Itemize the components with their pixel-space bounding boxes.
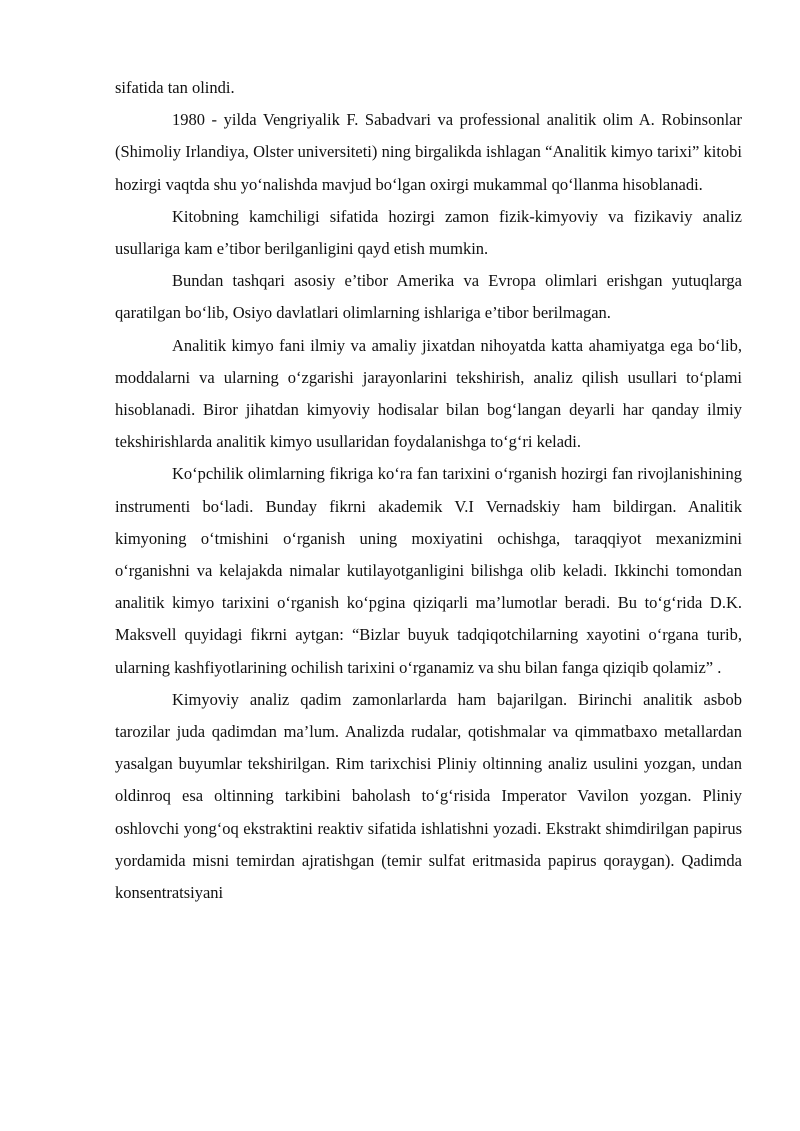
paragraph: Kitobning kamchiligi sifatida hozirgi zamon fizik-kimyoviy va fizikaviy analiz usullariga kam e’tibor berilganligini qayd etish mumkin. bbox=[115, 206, 742, 259]
paragraph: 1980 - yilda Vengriyalik F. Sabadvari va professional analitik olim A. Robinsonlar (Shimoliy Irlandiya, Olster universiteti) ning birgalikda ishlagan “Analitik kimyo tarixi” kitobi hozirgi vaqtda shu yo‘nalishda mavjud bo‘lgan oxirgi mukammal qo‘llanma hisoblanadi. bbox=[115, 110, 742, 194]
document-page bbox=[115, 72, 742, 909]
paragraph: Analitik kimyo fani ilmiy va amaliy jixatdan nihoyatda katta ahamiyatga ega bo‘lib, moddalarni va ularning o‘zgarishi jarayonlarini tekshirish, analiz qilish usullari to‘plami hisoblanadi. Biror jihatdan kimyoviy hodisalar bilan bog‘langan deyarli har qanday ilmiy tekshirishlarda analitik kimyo usullaridan foydalanishga to‘g‘ri keladi. bbox=[115, 335, 742, 452]
paragraph: Bundan tashqari asosiy e’tibor Amerika va Evropa olimlari erishgan yutuqlarga qaratilgan bo‘lib, Osiyo davlatlari olimlarning ishlariga e’tibor berilmagan. bbox=[115, 271, 742, 323]
paragraph: Kimyoviy analiz qadim zamonlarlarda ham bajarilgan. Birinchi analitik asbob tarozilar juda qadimdan ma’lum. Analizda rudalar, qotishmalar va qimmatbaxo metallardan yasalgan buyumlar tekshirilgan. Rim tarixchisi Pliniy oltinning analiz usulini yozgan, undan oldinroq esa oltinning tarkibini baholash to‘g‘risida Imperator Vavilon yozgan. Pliniy oshlovchi yong‘oq ekstraktini reaktiv sifatida ishlatishni yozadi. Ekstrakt shimdirilgan papirus yordamida misni temirdan ajratishgan (temir sulfat eritmasida papirus qoraygan). Qadimda konsentratsiyani bbox=[115, 689, 742, 903]
paragraph: Ko‘pchilik olimlarning fikriga ko‘ra fan tarixini o‘rganish hozirgi fan rivojlanishining instrumenti bo‘ladi. Bunday fikrni akademik V.I Vernadskiy ham bildirgan. Analitik kimyoning o‘tmishini o‘rganish uning moxiyatini ochishga, taraqqiyot mexanizmini o‘rganishni va kelajakda nimalar kutilayotganligini bilishga olib keladi. Ikkinchi tomondan analitik kimyo tarixini o‘rganish ko‘pgina qiziqarli ma’lumotlar beradi. Bu to‘g‘rida D.K. Maksvell quyidagi fikrni aytgan: “Bizlar buyuk tadqiqotchilarning xayotini o‘rgana turib, ularning kashfiyotlarining ochilish tarixini o‘rganamiz va shu bilan fanga qiziqib qolamiz” . bbox=[115, 464, 742, 677]
paragraph-continuation: sifatida tan olindi. bbox=[115, 78, 235, 97]
